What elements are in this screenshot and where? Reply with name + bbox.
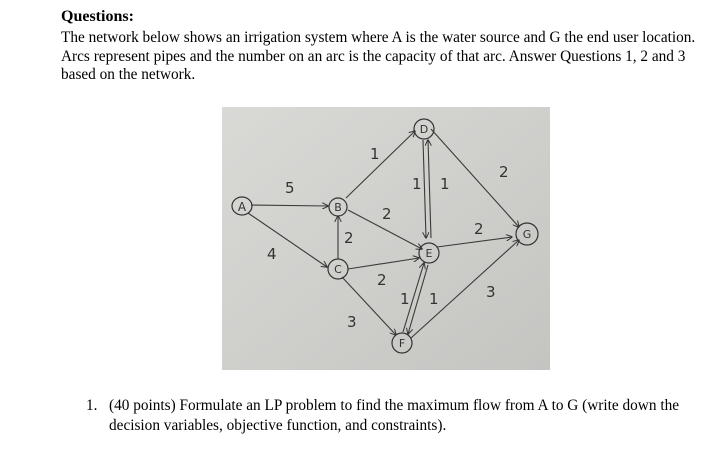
network-photo [222, 107, 550, 370]
question-1-number: 1. [86, 397, 98, 414]
capacity-A-C: 4 [267, 245, 277, 263]
node-G-label: G [522, 228, 532, 241]
capacity-E-G: 2 [474, 220, 484, 238]
capacity-C-F: 3 [347, 313, 357, 331]
capacity-C-E: 2 [377, 271, 387, 289]
capacity-A-B: 5 [285, 179, 295, 197]
node-D-label: D [419, 123, 429, 136]
node-A-label: A [237, 200, 247, 214]
capacity-B-D: 1 [370, 145, 380, 163]
node-C-label: C [334, 263, 342, 276]
questions-heading: Questions: [61, 8, 134, 25]
capacity-F-E: 1 [400, 290, 410, 308]
node-B-label: B [334, 201, 342, 214]
capacity-F-G: 3 [486, 283, 496, 301]
capacity-D-E: 1 [412, 175, 422, 193]
capacity-C-B: 2 [344, 229, 354, 247]
question-1-text: (40 points) Formulate an LP problem to find the maximum flow from A to G (write down the decision variables, objective function, and constraints). [109, 397, 680, 434]
intro-paragraph: The network below shows an irrigation system where A is the water source and G the end user location. Arcs represent pipes and the number on an arc is the capacity of that arc. Answer Questions 1, 2 and 3 based on the network. [61, 29, 696, 83]
capacity-D-G: 2 [499, 163, 509, 181]
capacity-E-F: 1 [429, 290, 439, 308]
capacity-B-E: 2 [382, 205, 392, 223]
node-E-label: E [425, 247, 433, 260]
capacity-E-D: 1 [440, 175, 450, 193]
node-F-label: F [398, 337, 406, 350]
